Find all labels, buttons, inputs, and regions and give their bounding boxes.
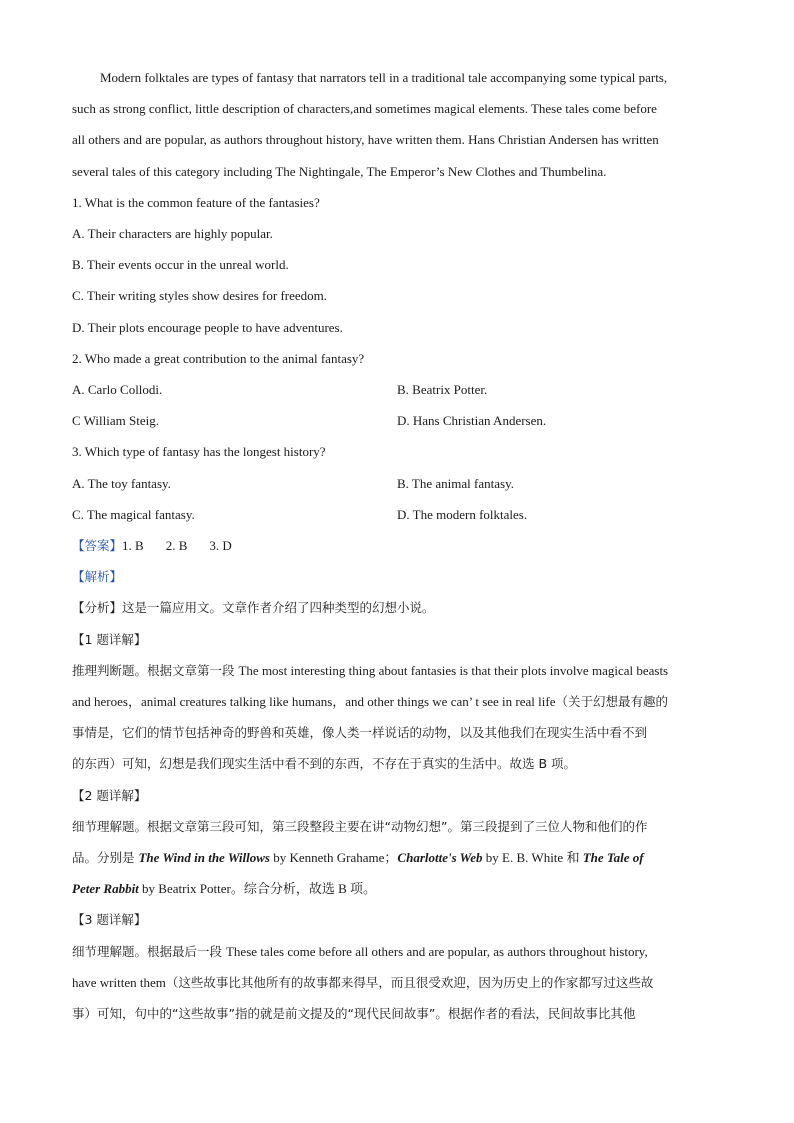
question-3-option-d: D. The modern folktales.: [397, 506, 528, 522]
question-1-option-a: A. Their characters are highly popular.: [72, 226, 273, 242]
question-2-option-c: C William Steig.: [72, 413, 159, 429]
detail-2-line-1: 细节理解题。根据文章第三段可知，第三段整段主要在讲“动物幻想”。第三段提到了三位人物和他们的作: [72, 818, 648, 834]
answer-1: 1. B: [122, 538, 144, 554]
answer-3: 3. D: [209, 538, 232, 554]
book-title-wind-in-the-willows: The Wind in the Willows: [138, 850, 270, 866]
question-3-option-a: A. The toy fantasy.: [72, 475, 171, 491]
analysis-summary: [72, 592, 722, 623]
answer-label: 【答案】: [72, 538, 123, 554]
passage-line: all others and are popular, as authors throughout history, have written them. Hans Christian Andersen has written: [72, 132, 659, 148]
detail-1-line-4: 的东西）可知，幻想是我们现实生活中看不到的东西，不存在于真实的生活中。故选 B 项。: [72, 756, 577, 772]
question-1-option-c: C. Their writing styles show desires for freedom.: [72, 288, 328, 304]
question-2-option-a: A. Carlo Collodi.: [72, 382, 163, 398]
detail-1-heading: 【1 题详解】: [72, 631, 147, 647]
passage-line: such as strong conflict, little description of characters,and sometimes magical elements. These tales come before: [72, 101, 657, 117]
question-2-options-row-2: [72, 405, 722, 436]
book-title-charlottes-web: Charlotte's Web: [397, 850, 483, 866]
document-page: [72, 62, 722, 1029]
detail-3-heading: 【3 题详解】: [72, 912, 147, 928]
question-1-option-d: D. Their plots encourage people to have adventures.: [72, 319, 343, 335]
question-2-option-b: B. Beatrix Potter.: [397, 382, 488, 398]
question-3-option-b: B. The animal fantasy.: [397, 475, 514, 491]
detail-3-line-2: have written them（这些故事比其他所有的故事都来得早，而且很受欢迎，因为历史上的作家都写过这些故: [72, 974, 654, 990]
detail-3-line-3: 事）可知，句中的“这些故事”指的就是前文提及的“现代民间故事”。根据作者的看法，民间故事比其他: [72, 1006, 636, 1022]
answer-2: 2. B: [165, 538, 188, 554]
analysis-summary-text: 这是一篇应用文。文章作者介绍了四种类型的幻想小说。: [122, 600, 435, 616]
analysis-summary-label: 【分析】: [72, 600, 123, 616]
question-3-stem: 3. Which type of fantasy has the longest history?: [72, 444, 326, 460]
question-2-stem: 2. Who made a great contribution to the animal fantasy?: [72, 350, 365, 366]
detail-2-line-3: Peter Rabbit by Beatrix Potter。综合分析，故选 B 项。: [72, 881, 377, 897]
book-title-tale-of-peter-rabbit: The Tale of: [582, 850, 644, 866]
passage-line: Modern folktales are types of fantasy that narrators tell in a traditional tale accompanying some typical parts,: [100, 70, 668, 85]
question-2-options-row-1: [72, 374, 722, 405]
analysis-heading: 【解析】: [72, 569, 123, 585]
detail-1-line-2: and heroes，animal creatures talking like humans，and other things we can’ t see in real life（关于幻想最有趣的: [72, 694, 668, 710]
question-3-option-c: C. The magical fantasy.: [72, 506, 195, 522]
detail-3-line-1: 细节理解题。根据最后一段 These tales come before all others and are popular, as authors throughout history,: [72, 943, 648, 959]
detail-1-line-1: 推理判断题。根据文章第一段 The most interesting thing about fantasies is that their plots involve magical beasts: [72, 662, 669, 678]
question-3-options-row-2: [72, 499, 722, 530]
question-1-option-b: B. Their events occur in the unreal world.: [72, 257, 289, 273]
question-1-stem: 1. What is the common feature of the fantasies?: [72, 194, 320, 210]
question-2-option-d: D. Hans Christian Andersen.: [397, 413, 547, 429]
detail-2-line-2: 品。分别是 The Wind in the Willows by Kenneth Grahame；Charlotte's Web by E. B. White 和 The Tale of: [72, 850, 644, 866]
passage-line: several tales of this category including The Nightingale, The Emperor’s New Clothes and Thumbelina.: [72, 163, 607, 179]
detail-2-heading: 【2 题详解】: [72, 787, 147, 803]
question-3-options-row-1: [72, 468, 722, 499]
detail-1-line-3: 事情是，它们的情节包括神奇的野兽和英雄，像人类一样说话的动物，以及其他我们在现实生活中看不到: [72, 725, 648, 741]
answer-line: [72, 530, 722, 561]
